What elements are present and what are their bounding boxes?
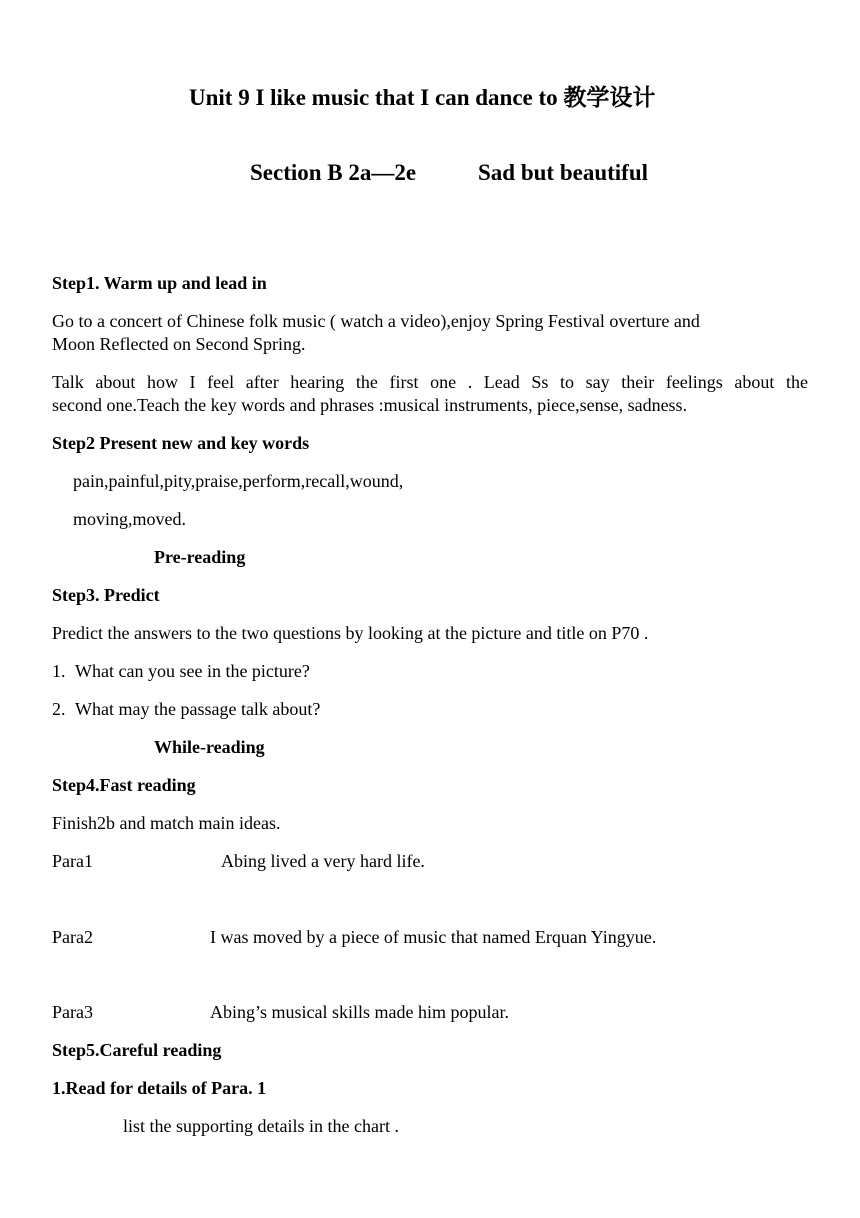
- para-main-idea: I was moved by a piece of music that named Erquan Yingyue.: [210, 927, 657, 947]
- para-label: Para1: [52, 851, 93, 871]
- step2-words-line1: pain,painful,pity,praise,perform,recall,wound,: [73, 471, 404, 491]
- step5-text: list the supporting details in the chart .: [123, 1116, 399, 1136]
- section-code: Section B 2a—2e: [250, 160, 417, 185]
- question-text: What can you see in the picture?: [75, 661, 310, 681]
- para-main-idea: Abing’s musical skills made him popular.: [210, 1002, 509, 1022]
- step1-paragraph2-line2: second one.Teach the key words and phrases :musical instruments, piece,sense, sadness.: [52, 395, 688, 415]
- step2-heading: Step2 Present new and key words: [52, 433, 310, 453]
- para-main-idea: Abing lived a very hard life.: [221, 851, 425, 871]
- step5-heading: Step5.Careful reading: [52, 1040, 222, 1060]
- section-name: Sad but beautiful: [478, 160, 649, 185]
- step4-heading: Step4.Fast reading: [52, 775, 196, 795]
- question-text: What may the passage talk about?: [75, 699, 321, 719]
- document-title: Unit 9 I like music that I can dance to 教学设计: [189, 85, 656, 110]
- para-label: Para2: [52, 927, 93, 947]
- while-reading-heading: While-reading: [154, 737, 265, 757]
- step1-paragraph1-line1: Go to a concert of Chinese folk music ( watch a video),enjoy Spring Festival overture and: [52, 311, 700, 331]
- step3-heading: Step3. Predict: [52, 585, 160, 605]
- question-number: 1.: [52, 661, 66, 681]
- question-number: 2.: [52, 699, 66, 719]
- step2-words-line2: moving,moved.: [73, 509, 186, 529]
- step1-paragraph1-line2: Moon Reflected on Second Spring.: [52, 334, 306, 354]
- pre-reading-heading: Pre-reading: [154, 547, 246, 567]
- para-label: Para3: [52, 1002, 93, 1022]
- step5-subheading: 1.Read for details of Para. 1: [52, 1078, 267, 1098]
- step1-paragraph2-line1: Talk about how I feel after hearing the first one . Lead Ss to say their feelings about the: [52, 372, 808, 392]
- step4-text: Finish2b and match main ideas.: [52, 813, 281, 833]
- step3-text: Predict the answers to the two questions by looking at the picture and title on P70 .: [52, 623, 649, 643]
- step1-heading: Step1. Warm up and lead in: [52, 273, 267, 293]
